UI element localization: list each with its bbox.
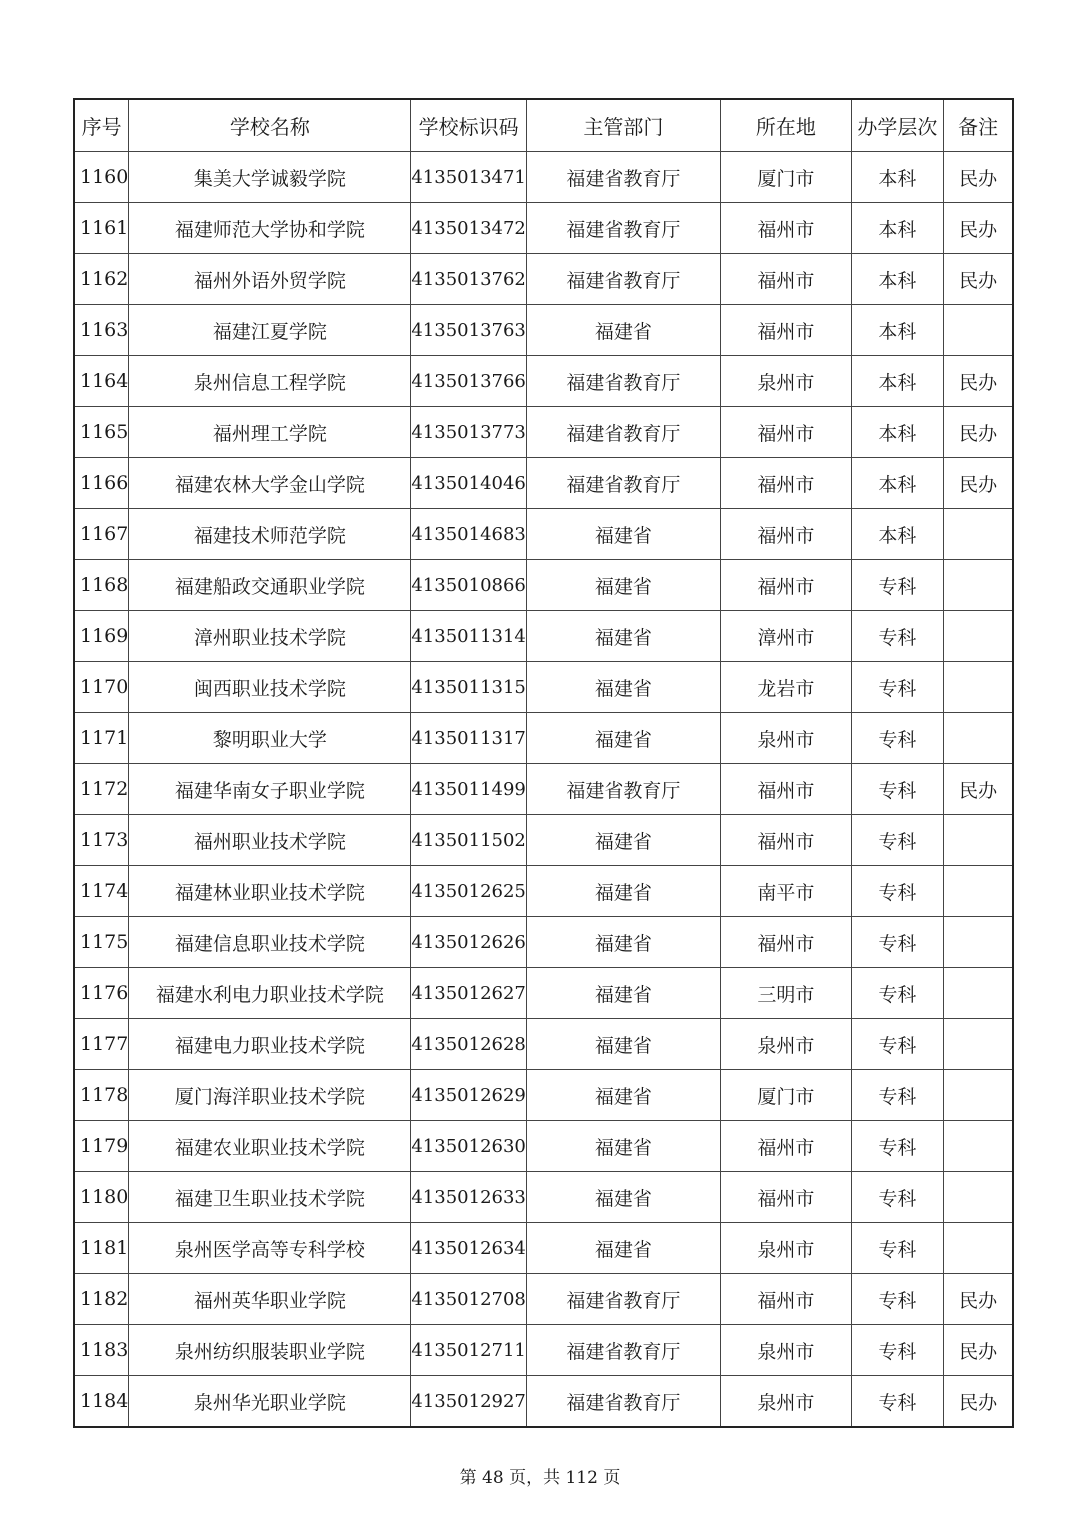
cell-location: 福州市 bbox=[720, 458, 851, 509]
cell-school-name: 福建农业职业技术学院 bbox=[129, 1121, 411, 1172]
cell-school-code: 4135012927 bbox=[411, 1376, 527, 1428]
table-row bbox=[74, 1121, 1013, 1172]
cell-school-code: 4135012633 bbox=[411, 1172, 527, 1223]
cell-level: 专科 bbox=[851, 1070, 943, 1121]
cell-school-name: 福建技术师范学院 bbox=[129, 509, 411, 560]
cell-school-code: 4135013773 bbox=[411, 407, 527, 458]
cell-location: 福州市 bbox=[720, 254, 851, 305]
cell-location: 福州市 bbox=[720, 509, 851, 560]
cell-school-code: 4135011315 bbox=[411, 662, 527, 713]
cell-location: 泉州市 bbox=[720, 1019, 851, 1070]
cell-serial-number: 1184 bbox=[74, 1376, 129, 1428]
cell-location: 厦门市 bbox=[720, 1070, 851, 1121]
cell-school-name: 福建林业职业技术学院 bbox=[129, 866, 411, 917]
cell-school-name: 黎明职业大学 bbox=[129, 713, 411, 764]
cell-level: 专科 bbox=[851, 866, 943, 917]
cell-school-code: 4135012628 bbox=[411, 1019, 527, 1070]
cell-serial-number: 1181 bbox=[74, 1223, 129, 1274]
table-row bbox=[74, 866, 1013, 917]
table-row bbox=[74, 1070, 1013, 1121]
cell-school-code: 4135012625 bbox=[411, 866, 527, 917]
cell-level: 本科 bbox=[851, 407, 943, 458]
cell-department: 福建省 bbox=[526, 611, 720, 662]
cell-school-name: 泉州华光职业学院 bbox=[129, 1376, 411, 1428]
cell-note bbox=[943, 611, 1013, 662]
cell-department: 福建省 bbox=[526, 968, 720, 1019]
cell-school-name: 福建卫生职业技术学院 bbox=[129, 1172, 411, 1223]
cell-school-code: 4135011502 bbox=[411, 815, 527, 866]
cell-serial-number: 1177 bbox=[74, 1019, 129, 1070]
cell-department: 福建省教育厅 bbox=[526, 1376, 720, 1428]
cell-location: 福州市 bbox=[720, 815, 851, 866]
cell-school-name: 福建农林大学金山学院 bbox=[129, 458, 411, 509]
cell-note bbox=[943, 662, 1013, 713]
cell-note bbox=[943, 917, 1013, 968]
table-row bbox=[74, 1223, 1013, 1274]
table-row bbox=[74, 305, 1013, 356]
cell-school-code: 4135011314 bbox=[411, 611, 527, 662]
cell-school-name: 福建师范大学协和学院 bbox=[129, 203, 411, 254]
header-department: 主管部门 bbox=[526, 99, 720, 152]
cell-department: 福建省 bbox=[526, 1172, 720, 1223]
table-body bbox=[74, 152, 1013, 1428]
cell-department: 福建省 bbox=[526, 509, 720, 560]
cell-note bbox=[943, 1223, 1013, 1274]
table-row bbox=[74, 1325, 1013, 1376]
table-row bbox=[74, 917, 1013, 968]
cell-note bbox=[943, 866, 1013, 917]
cell-level: 专科 bbox=[851, 611, 943, 662]
cell-location: 福州市 bbox=[720, 560, 851, 611]
table-row bbox=[74, 1172, 1013, 1223]
cell-serial-number: 1175 bbox=[74, 917, 129, 968]
cell-location: 泉州市 bbox=[720, 1376, 851, 1428]
cell-serial-number: 1163 bbox=[74, 305, 129, 356]
header-level: 办学层次 bbox=[851, 99, 943, 152]
cell-school-name: 福建电力职业技术学院 bbox=[129, 1019, 411, 1070]
cell-note bbox=[943, 968, 1013, 1019]
cell-school-code: 4135012634 bbox=[411, 1223, 527, 1274]
schools-table bbox=[73, 98, 1014, 1428]
cell-note: 民办 bbox=[943, 407, 1013, 458]
cell-serial-number: 1162 bbox=[74, 254, 129, 305]
cell-note: 民办 bbox=[943, 203, 1013, 254]
cell-location: 福州市 bbox=[720, 407, 851, 458]
cell-school-name: 厦门海洋职业技术学院 bbox=[129, 1070, 411, 1121]
header-serial-number: 序号 bbox=[74, 99, 129, 152]
cell-school-name: 泉州信息工程学院 bbox=[129, 356, 411, 407]
cell-level: 专科 bbox=[851, 968, 943, 1019]
table-row bbox=[74, 560, 1013, 611]
cell-school-name: 福州英华职业学院 bbox=[129, 1274, 411, 1325]
cell-school-code: 4135012708 bbox=[411, 1274, 527, 1325]
cell-department: 福建省教育厅 bbox=[526, 356, 720, 407]
cell-level: 本科 bbox=[851, 203, 943, 254]
cell-note: 民办 bbox=[943, 1274, 1013, 1325]
cell-serial-number: 1170 bbox=[74, 662, 129, 713]
cell-note: 民办 bbox=[943, 458, 1013, 509]
cell-school-code: 4135011317 bbox=[411, 713, 527, 764]
cell-serial-number: 1160 bbox=[74, 152, 129, 203]
cell-department: 福建省 bbox=[526, 1019, 720, 1070]
cell-department: 福建省教育厅 bbox=[526, 407, 720, 458]
cell-department: 福建省教育厅 bbox=[526, 1274, 720, 1325]
cell-serial-number: 1164 bbox=[74, 356, 129, 407]
cell-serial-number: 1166 bbox=[74, 458, 129, 509]
cell-department: 福建省 bbox=[526, 662, 720, 713]
cell-level: 专科 bbox=[851, 764, 943, 815]
cell-level: 本科 bbox=[851, 356, 943, 407]
cell-department: 福建省 bbox=[526, 866, 720, 917]
cell-location: 三明市 bbox=[720, 968, 851, 1019]
cell-school-code: 4135013763 bbox=[411, 305, 527, 356]
table-row bbox=[74, 1274, 1013, 1325]
cell-location: 福州市 bbox=[720, 764, 851, 815]
cell-note: 民办 bbox=[943, 1325, 1013, 1376]
cell-department: 福建省 bbox=[526, 560, 720, 611]
cell-school-name: 福州理工学院 bbox=[129, 407, 411, 458]
cell-serial-number: 1176 bbox=[74, 968, 129, 1019]
table-row bbox=[74, 968, 1013, 1019]
cell-location: 泉州市 bbox=[720, 1325, 851, 1376]
cell-note bbox=[943, 1172, 1013, 1223]
cell-level: 专科 bbox=[851, 1376, 943, 1428]
cell-school-code: 4135012629 bbox=[411, 1070, 527, 1121]
table-row bbox=[74, 407, 1013, 458]
cell-department: 福建省 bbox=[526, 815, 720, 866]
table-row bbox=[74, 764, 1013, 815]
cell-school-code: 4135014046 bbox=[411, 458, 527, 509]
cell-department: 福建省 bbox=[526, 917, 720, 968]
cell-school-code: 4135012630 bbox=[411, 1121, 527, 1172]
cell-school-name: 福州职业技术学院 bbox=[129, 815, 411, 866]
cell-level: 本科 bbox=[851, 254, 943, 305]
cell-department: 福建省 bbox=[526, 1070, 720, 1121]
cell-note: 民办 bbox=[943, 254, 1013, 305]
cell-note bbox=[943, 305, 1013, 356]
cell-location: 泉州市 bbox=[720, 713, 851, 764]
table-row bbox=[74, 815, 1013, 866]
cell-serial-number: 1161 bbox=[74, 203, 129, 254]
cell-serial-number: 1180 bbox=[74, 1172, 129, 1223]
cell-school-name: 福建信息职业技术学院 bbox=[129, 917, 411, 968]
cell-school-code: 4135013766 bbox=[411, 356, 527, 407]
cell-department: 福建省 bbox=[526, 1223, 720, 1274]
cell-school-code: 4135012627 bbox=[411, 968, 527, 1019]
cell-location: 福州市 bbox=[720, 1121, 851, 1172]
cell-department: 福建省教育厅 bbox=[526, 764, 720, 815]
cell-serial-number: 1165 bbox=[74, 407, 129, 458]
cell-department: 福建省教育厅 bbox=[526, 254, 720, 305]
cell-serial-number: 1168 bbox=[74, 560, 129, 611]
cell-department: 福建省教育厅 bbox=[526, 152, 720, 203]
cell-serial-number: 1172 bbox=[74, 764, 129, 815]
table-row bbox=[74, 713, 1013, 764]
cell-department: 福建省 bbox=[526, 1121, 720, 1172]
cell-department: 福建省 bbox=[526, 713, 720, 764]
cell-location: 南平市 bbox=[720, 866, 851, 917]
cell-location: 龙岩市 bbox=[720, 662, 851, 713]
cell-school-name: 漳州职业技术学院 bbox=[129, 611, 411, 662]
cell-serial-number: 1183 bbox=[74, 1325, 129, 1376]
cell-school-code: 4135010866 bbox=[411, 560, 527, 611]
cell-level: 专科 bbox=[851, 662, 943, 713]
cell-level: 专科 bbox=[851, 917, 943, 968]
cell-school-name: 福建华南女子职业学院 bbox=[129, 764, 411, 815]
cell-serial-number: 1167 bbox=[74, 509, 129, 560]
cell-note: 民办 bbox=[943, 152, 1013, 203]
cell-level: 本科 bbox=[851, 458, 943, 509]
cell-level: 专科 bbox=[851, 1019, 943, 1070]
cell-note: 民办 bbox=[943, 1376, 1013, 1428]
cell-level: 专科 bbox=[851, 1172, 943, 1223]
cell-note bbox=[943, 1121, 1013, 1172]
cell-school-name: 集美大学诚毅学院 bbox=[129, 152, 411, 203]
header-location: 所在地 bbox=[720, 99, 851, 152]
cell-note bbox=[943, 1019, 1013, 1070]
header-school-code: 学校标识码 bbox=[411, 99, 527, 152]
cell-level: 专科 bbox=[851, 1223, 943, 1274]
cell-school-name: 泉州医学高等专科学校 bbox=[129, 1223, 411, 1274]
table-row bbox=[74, 1019, 1013, 1070]
cell-school-name: 福建船政交通职业学院 bbox=[129, 560, 411, 611]
header-note: 备注 bbox=[943, 99, 1013, 152]
cell-school-code: 4135013472 bbox=[411, 203, 527, 254]
cell-school-name: 闽西职业技术学院 bbox=[129, 662, 411, 713]
cell-location: 漳州市 bbox=[720, 611, 851, 662]
cell-location: 厦门市 bbox=[720, 152, 851, 203]
cell-note: 民办 bbox=[943, 356, 1013, 407]
cell-location: 泉州市 bbox=[720, 1223, 851, 1274]
table-row bbox=[74, 662, 1013, 713]
cell-serial-number: 1171 bbox=[74, 713, 129, 764]
cell-level: 专科 bbox=[851, 560, 943, 611]
cell-school-code: 4135014683 bbox=[411, 509, 527, 560]
header-school-name: 学校名称 bbox=[129, 99, 411, 152]
cell-note: 民办 bbox=[943, 764, 1013, 815]
table-row bbox=[74, 356, 1013, 407]
table-row bbox=[74, 509, 1013, 560]
cell-note bbox=[943, 509, 1013, 560]
cell-level: 专科 bbox=[851, 1121, 943, 1172]
cell-note bbox=[943, 560, 1013, 611]
cell-level: 专科 bbox=[851, 1325, 943, 1376]
cell-note bbox=[943, 815, 1013, 866]
cell-school-name: 福建水利电力职业技术学院 bbox=[129, 968, 411, 1019]
cell-location: 福州市 bbox=[720, 203, 851, 254]
cell-serial-number: 1179 bbox=[74, 1121, 129, 1172]
cell-location: 福州市 bbox=[720, 1274, 851, 1325]
cell-department: 福建省教育厅 bbox=[526, 1325, 720, 1376]
cell-location: 泉州市 bbox=[720, 356, 851, 407]
cell-location: 福州市 bbox=[720, 1172, 851, 1223]
cell-location: 福州市 bbox=[720, 305, 851, 356]
page-number: 第 48 页，共 112 页 bbox=[459, 1468, 621, 1488]
table-row bbox=[74, 254, 1013, 305]
cell-school-code: 4135013471 bbox=[411, 152, 527, 203]
cell-school-name: 福州外语外贸学院 bbox=[129, 254, 411, 305]
cell-serial-number: 1169 bbox=[74, 611, 129, 662]
cell-note bbox=[943, 713, 1013, 764]
table-row bbox=[74, 203, 1013, 254]
cell-serial-number: 1174 bbox=[74, 866, 129, 917]
cell-serial-number: 1178 bbox=[74, 1070, 129, 1121]
cell-level: 专科 bbox=[851, 713, 943, 764]
cell-school-code: 4135012626 bbox=[411, 917, 527, 968]
cell-serial-number: 1173 bbox=[74, 815, 129, 866]
cell-level: 专科 bbox=[851, 1274, 943, 1325]
cell-serial-number: 1182 bbox=[74, 1274, 129, 1325]
cell-note bbox=[943, 1070, 1013, 1121]
table-row bbox=[74, 611, 1013, 662]
cell-level: 专科 bbox=[851, 815, 943, 866]
table-row bbox=[74, 1376, 1013, 1428]
cell-school-name: 福建江夏学院 bbox=[129, 305, 411, 356]
table-row bbox=[74, 458, 1013, 509]
cell-school-code: 4135011499 bbox=[411, 764, 527, 815]
cell-department: 福建省 bbox=[526, 305, 720, 356]
cell-department: 福建省教育厅 bbox=[526, 458, 720, 509]
table-row bbox=[74, 152, 1013, 203]
cell-level: 本科 bbox=[851, 305, 943, 356]
cell-department: 福建省教育厅 bbox=[526, 203, 720, 254]
cell-location: 福州市 bbox=[720, 917, 851, 968]
cell-school-name: 泉州纺织服装职业学院 bbox=[129, 1325, 411, 1376]
cell-level: 本科 bbox=[851, 509, 943, 560]
cell-level: 本科 bbox=[851, 152, 943, 203]
cell-school-code: 4135012711 bbox=[411, 1325, 527, 1376]
table-header-row bbox=[74, 99, 1013, 152]
cell-school-code: 4135013762 bbox=[411, 254, 527, 305]
